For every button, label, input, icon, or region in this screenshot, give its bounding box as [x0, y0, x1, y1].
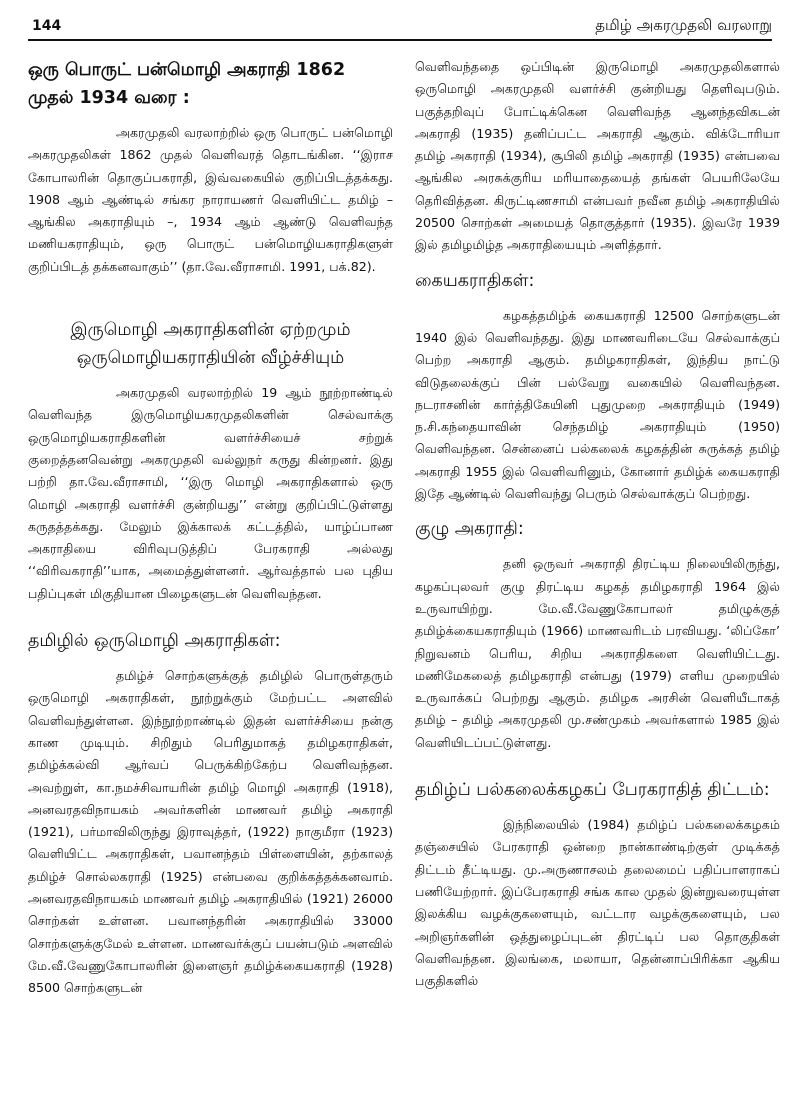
section-paragraph: இந்நிலையில் (1984) தமிழ்ப் பல்கலைக்கழகம் தஞ்சையில் பேரகராதி ஒன்றை நான்காண்டிற்குள் முடிக்கத் திட்டம் தீட்டியது. மு.அருணாசலம் தலைமைப் பதிப்பாளராகப் பணியேற்றார். இப்பேரகராதி சங்க கால முதல் இன்றுவரையுள்ள இலக்கிய வழக்குகளையும், வட்டார வழக்குகளையும், பல அறிஞர்களின் ஒத்துழைப்புடன் திரட்டிப் பல தொகுதிகள் வெளிவந்தன. இலங்கை, மலாயா, தென்னாப்பிரிக்கா ஆகிய பகுதிகளில்: [415, 817, 780, 989]
left-column: [28, 56, 393, 1000]
section-heading: தமிழில் ஒருமொழி அகராதிகள்:: [28, 631, 281, 652]
running-title: தமிழ் அகரமுதலி வரலாறு: [595, 16, 772, 34]
section-heading: கையகராதிகள்:: [415, 270, 535, 291]
section-paragraph: தனி ஒருவர் அகராதி திரட்டிய நிலையிலிருந்து, கழகப்புலவர் குழு திரட்டிய கழகத் தமிழகராதி 1964 இல் உருவாயிற்று. மே.வீ.வேணுகோபாலர் தமிழுக்குத் தமிழ்க்கையகராதியும் (1966) மாணவரிடம் பரவியது. ‘லிப்கோ’ நிறுவனம் பெரிய, சிறிய அகராதிகளை வெளியிட்டது. மணிமேகலைத் தமிழகராதி என்பது (1979) எளிய முறையில் உருவாக்கப் பெற்றது ஆகும். தமிழக அரசின் வெளியீடாகத் தமிழ் – தமிழ் அகரமுதலி மு.சண்முகம் அவர்களால் 1985 இல் வெளியிடப்பட்டுள்ளது.: [415, 556, 780, 750]
section-heading: தமிழ்ப் பல்கலைக்கழகப் பேரகராதித் திட்டம்:: [415, 780, 770, 801]
section-paragraph: கழகத்தமிழ்க் கையகராதி 12500 சொற்களுடன் 1940 இல் வெளிவந்தது. இது மாணவரிடையே செல்வாக்குப் பெற்ற அகராதி ஆகும். தமிழகராதிகள், இந்திய நாட்டு விடுதலைக்குப் பின் பல்வேறு வகையில் வெளிவந்தன. நடராசனின் கார்த்திகேயினி புதுமுறை அகராதியும் (1949) ந.சி.கந்தையாவின் செந்தமிழ் அகராதியும் (1950) வெளிவந்தன. சென்னைப் பல்கலைக் கழகத்தின் சுருக்கத் தமிழ் அகராதி 1955 இல் வெளிவரினும், கோனார் தமிழ்க் கையகராதி இதே ஆண்டில் வெளிவந்து பெரும் செல்வாக்குப் பெற்றது.: [415, 307, 780, 502]
right-column: [415, 56, 780, 992]
page-number: 144: [32, 18, 62, 34]
section-heading: ஒரு பொருட் பன்மொழி அகராதி 1862 முதல் 1934 வரை :: [28, 60, 346, 108]
section-paragraph: அகரமுதலி வரலாற்றில் 19 ஆம் நூற்றாண்டில் வெளிவந்த இருமொழியகரமுதலிகளின் செல்வாக்கு ஒருமொழியகராதிகளின் வளர்ச்சியைச் சற்றுக் குறைத்தனவென்று அகரமுதலி வல்லுநர் கருது கின்றனர். இது பற்றி தா.வே.வீராசாமி, ‘‘இரு மொழி அகராதிகளால் ஒரு மொழி அகராதி வளர்ச்சி குன்றியது’’ என்று குறிப்பிட்டுள்ளது கருதத்தக்கது. மேலும் இக்காலக் கட்டத்தில், யாழ்ப்பாண அகராதியை விரிவுபடுத்திப் பேரகராதி அல்லது ‘‘விரிவகராதி’’யாக, அமைத்துள்ளனர். ஆர்வத்தால் பல புதிய பதிப்புகள் மிகுதியான பிழைகளுடன் வெளிவந்தன.: [28, 385, 393, 601]
page-header: [28, 8, 772, 40]
section-paragraph: அகரமுதலி வரலாற்றில் ஒரு பொருட் பன்மொழி அகரமுதலிகள் 1862 முதல் வெளிவரத் தொடங்கின. ‘‘இராச கோபாலரின் தொகுப்பகராதி, இவ்வகையில் குறிப்பிடத்தக்கது. 1908 ஆம் ஆண்டில் சங்கர நாராயணர் வெளியிட்ட தமிழ் – ஆங்கில அகராதியும் –, 1934 ஆம் ஆண்டு வெளிவந்த மணியகராதியும், ஒரு பொருட் பன்மொழியகராதிகளுள் குறிப்பிடத் தக்கனவாகும்’’ (தா.வே.வீராசாமி. 1991, பக்.82).: [28, 125, 393, 274]
continued-paragraph: வெளிவந்ததை ஒப்பிடின் இருமொழி அகரமுதலிகளால் ஒருமொழி அகரமுதலி வளர்ச்சி குன்றியது தெளிவுபடும். பகுத்தறிவுப் போட்டிக்கென வெளிவந்த ஆனந்தவிகடன் அகராதி (1935) தனிப்பட்ட அகராதி ஆகும். விக்டோரியா தமிழ் அகராதி (1934), சூபிலி தமிழ் அகராதி (1935) என்பவை ஆங்கில அரசுக்குரிய மரியாதையைத் தங்கள் பெயரிலேயே தெரிவித்தன. கிருட்டிணசாமி என்பவர் நவீன தமிழ் அகராதியில் 20500 சொற்கள் அமையத் தொகுத்தார் (1935). இவரே 1939 இல் தமிழமிழ்த அகராதியையும் அளித்தார்.: [415, 59, 780, 253]
section-paragraph: தமிழ்ச் சொற்களுக்குத் தமிழில் பொருள்தரும் ஒருமொழி அகராதிகள், நூற்றுக்கும் மேற்பட்ட அளவில் வெளிவந்துள்ளன. இந்நூற்றாண்டில் இதன் வளர்ச்சியை நன்கு காண முடியும். சிறிதும் பெரிதுமாகத் தமிழகராதிகள், தமிழ்க்கல்வி ஆர்வப் பெருக்கிற்கேற்ப வெளிவந்தன. அவற்றுள், கா.நமச்சிவாயரின் தமிழ் மொழி அகராதி (1918), அனவரதவிநாயகம் அவர்களின் மாணவர் தமிழ் அகராதி (1921), பர்மாவிலிருந்து இராவுத்தர், (1922) நாகுமீரா (1923) வெளியிட்ட அகராதிகள், பவானந்தம் பிள்ளையின், தற்காலத் தமிழ்ச் சொல்லகராதி (1925) என்பவை குறிக்கத்தக்கனவாம். அனவரதவிநாயகம் மாணவர் தமிழ் அகராதியில் (1921) 26000 சொற்கள் உள்ளன. பவானந்தரின் அகராதியில் 33000 சொற்களுக்குமேல் உள்ளன. மாணவர்க்குப் பயன்படும் அளவில் மே.வீ.வேணுகோபாலரின் இளைஞர் தமிழ்க்கையகராதி (1928) 8500 சொற்களுடன்: [28, 668, 393, 996]
section-heading: குழு அகராதி:: [415, 519, 524, 540]
header-rule: [28, 39, 772, 41]
section-heading: இருமொழி அகராதிகளின் ஏற்றமும் ஒருமொழியகராதியின் வீழ்ச்சியும்: [70, 320, 351, 369]
